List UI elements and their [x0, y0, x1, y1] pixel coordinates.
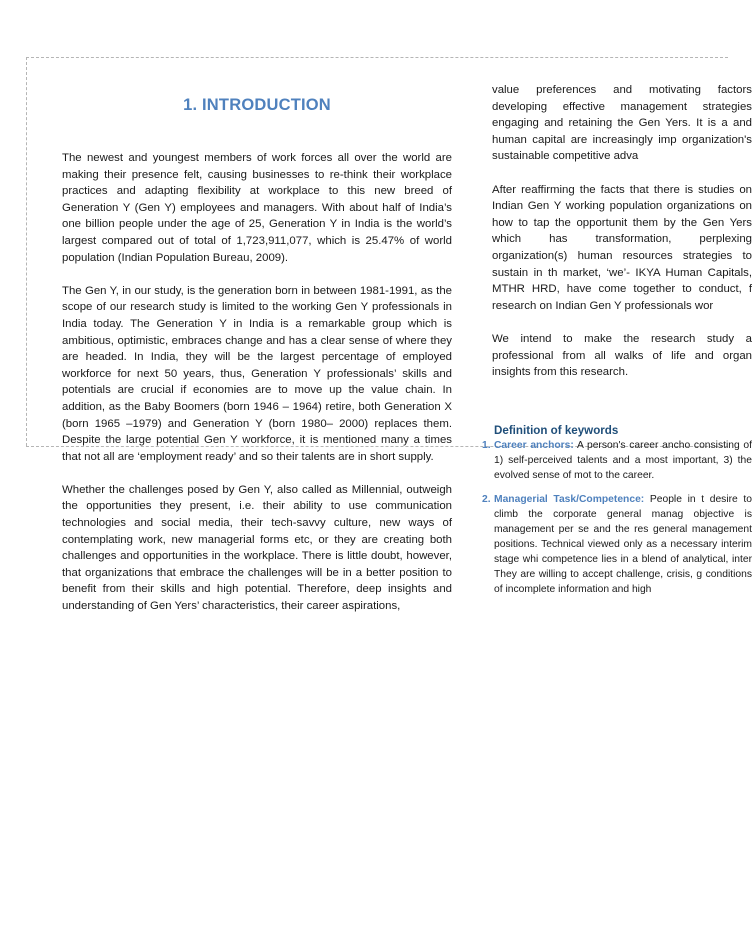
keyword-item [482, 438, 752, 483]
section-title: 1. INTRODUCTION [183, 96, 331, 114]
keyword-number: 2. [482, 494, 491, 505]
page-border-left [26, 57, 27, 446]
intro-paragraph-2: The Gen Y, in our study, is the generation born in between 1981-1991, as the scope of our research study is limited to the working Gen Y professionals in India today. The Generation Y in India is a remarkable group which is ambitious, optimistic, embraces change and has a clear sense of where they are headed. In India, they will be the largest percentage of employed workforce for next 50 years, thus, Generation Y professionals’ skills and potentials are crucial if economies are to move up the value chain. In addition, as the Baby Boomers (born 1946 – 1964) retire, both Generation X (born 1965 –1979) and Generation Y (born 1980– 2000) replaces them. Despite the large potential Gen Y workforce, it is mentioned many a times that not all are ‘employment ready’ and so their talents are in short supply. [62, 284, 452, 463]
keyword-term: Managerial Task/Competence: [494, 494, 645, 505]
page-border-top [26, 57, 728, 58]
right-paragraph-3: We intend to make the research study a professional from all walks of life and organ insights from this research. [492, 332, 752, 379]
keyword-text: A person's career ancho consisting of 1) self-perceived talents and a most important, 3) the evolved sense of mot to the career. [494, 440, 752, 481]
right-column [492, 82, 752, 381]
keywords-list [482, 438, 752, 606]
keyword-text: People in t desire to climb the corporate general manag objective is management per se and the res general management positions. Technical viewed only as a necessary interim stage whi competence lies in a blend of analytical, inter They are willing to accept challenge, crisis, g conditions of incomplete information and high [494, 494, 752, 595]
right-paragraph-2: After reaffirming the facts that there is studies on Indian Gen Y working population organizations on how to tap the opportunit them by the Gen Yers which has transformation, perplexing organization(s) human resources strategies to sustain in th market, ‘we’- IKYA Human Capitals, MTHR HRD, have come together to conduct, f research on Indian Gen Y professionals wor [492, 183, 752, 312]
keyword-term: Career anchors: [494, 440, 574, 451]
keywords-heading: Definition of keywords [494, 424, 619, 437]
intro-paragraph-1: The newest and youngest members of work forces all over the world are making their presence felt, causing businesses to re-think their workplace practices and adapting flexibility at workplace to this new breed of Generation Y (Gen Y) employees and managers. With about half of India’s one billion people under the age of 25, Generation Y in India is the world’s largest compared out of total of 1,723,911,077, which is 25.47% of world population (Indian Population Bureau, 2009). [62, 152, 452, 264]
right-paragraph-1: value preferences and motivating factors developing effective management strategies engaging and retaining the Gen Yers. It is a and human capital are increasingly imp organization's sustainable competitive adva [492, 84, 752, 163]
keyword-item [482, 492, 752, 597]
keyword-number: 1. [482, 440, 491, 451]
intro-paragraph-3: Whether the challenges posed by Gen Y, also called as Millennial, outweigh the opportunities they present, i.e. their ability to use communication technologies and social media, their tech-savvy culture, new ways of contemplating work, new managerial forms etc, or they are creating both challenges and opportunities in the workplace. There is little doubt, however, that organizations that embrace the challenges will be in a better position to benefit from their skills and high potential. Therefore, deep insights and understanding of Gen Yers’ characteristics, their career aspirations, [62, 483, 452, 613]
keyword-definition [494, 492, 752, 597]
keyword-definition [494, 438, 752, 483]
